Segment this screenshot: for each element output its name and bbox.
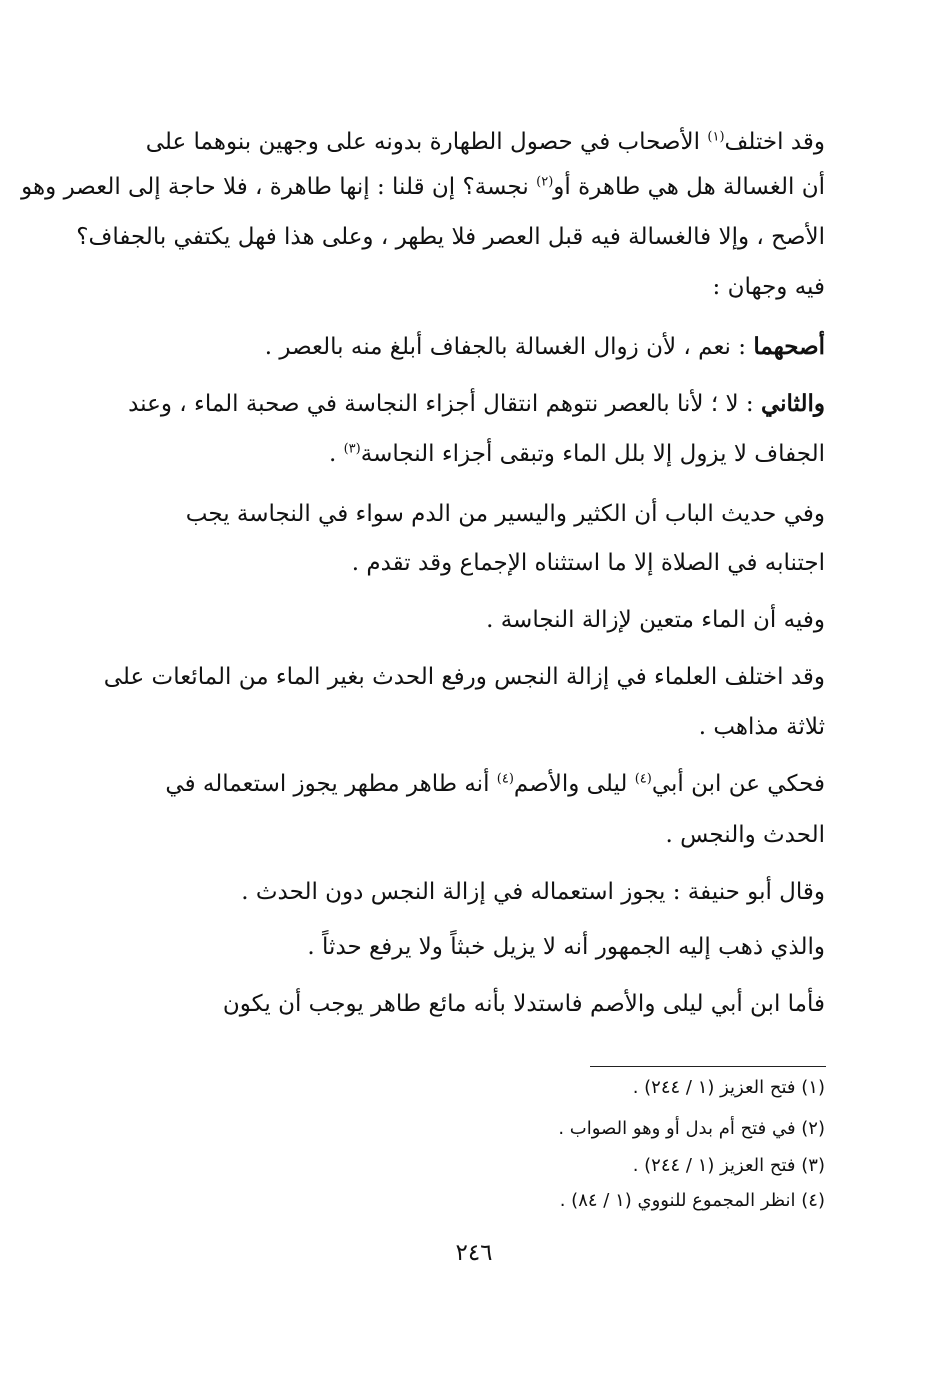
text-run: الجفاف لا يزول إلا بلل الماء وتبقى أجزاء النجاسة — [360, 441, 825, 467]
text-line: الأصح ، وإلا فالغسالة فيه قبل العصر فلا يطهر ، وعلى هذا فهل يكتفي بالجفاف؟ — [76, 224, 825, 250]
bold-lead: والثاني — [760, 390, 825, 417]
text-run: : لا ؛ لأنا بالعصر نتوهم انتقال أجزاء النجاسة في صحبة الماء ، وعند — [128, 391, 761, 417]
text-line: وقال أبو حنيفة : يجوز استعماله في إزالة النجس دون الحدث . — [241, 879, 825, 905]
text-run: نجسة؟ إن قلنا : إنها طاهرة ، فلا حاجة إلى العصر وهو — [21, 174, 537, 200]
text-line: وفيه أن الماء متعين لإزالة النجاسة . — [486, 607, 825, 633]
text-line: اجتنابه في الصلاة إلا ما استثناه الإجماع وقد تقدم . — [351, 550, 825, 576]
footnote-marker: (٤) — [496, 771, 514, 787]
footnote-separator — [590, 1066, 826, 1067]
text-line: الحدث والنجس . — [665, 822, 825, 848]
text-run: وقد اختلف — [724, 129, 825, 155]
text-line — [165, 767, 825, 801]
text-run: أنه طاهر مطهر يجوز استعماله في — [165, 771, 497, 797]
text-line: فيه وجهان : — [712, 274, 825, 300]
text-line: فأما ابن أبي ليلى والأصم فاستدلا بأنه مائع طاهر يوجب أن يكون — [222, 991, 825, 1017]
footnote-marker: (٢) — [536, 174, 554, 190]
text-run: فحكي عن ابن أبي — [651, 771, 825, 797]
footnote-marker: (٤) — [634, 771, 652, 787]
bold-lead: أصحهما — [753, 333, 825, 360]
text-run: الأصحاب في حصول الطهارة بدونه على وجهين بنوهما على — [145, 129, 708, 155]
footnote-marker: (٣) — [343, 441, 361, 457]
text-line — [21, 170, 825, 204]
footnote: (٢) في فتح أم بدل أو وهو الصواب . — [558, 1118, 825, 1139]
text-line — [120, 387, 825, 421]
footnote-marker: (١) — [707, 129, 725, 145]
page-number: ٢٤٦ — [455, 1240, 493, 1266]
footnote: (٤) انظر المجموع للنووي (١ / ٨٤) . — [559, 1190, 825, 1211]
footnote: (١) فتح العزيز (١ / ٢٤٤) . — [632, 1077, 825, 1098]
text-line — [170, 330, 825, 364]
text-run: ليلى والأصم — [513, 771, 635, 797]
text-run: أن الغسالة هل هي طاهرة أو — [553, 174, 825, 200]
text-line: والذي ذهب إليه الجمهور أنه لا يزيل خبثاً ولا يرفع حدثاً . — [307, 934, 825, 960]
footnote: (٣) فتح العزيز (١ / ٢٤٤) . — [632, 1155, 825, 1176]
text-run: . — [328, 441, 344, 467]
text-line: وفي حديث الباب أن الكثير واليسير من الدم سواء في النجاسة يجب — [185, 501, 825, 527]
text-line: وقد اختلف العلماء في إزالة النجس ورفع الحدث بغير الماء من المائعات على — [103, 664, 825, 690]
text-line: ثلاثة مذاهب . — [698, 714, 825, 740]
text-run: : نعم ، لأن زوال الغسالة بالجفاف أبلغ منه بالعصر . — [264, 334, 754, 360]
text-line — [120, 437, 825, 471]
text-line — [145, 125, 825, 159]
